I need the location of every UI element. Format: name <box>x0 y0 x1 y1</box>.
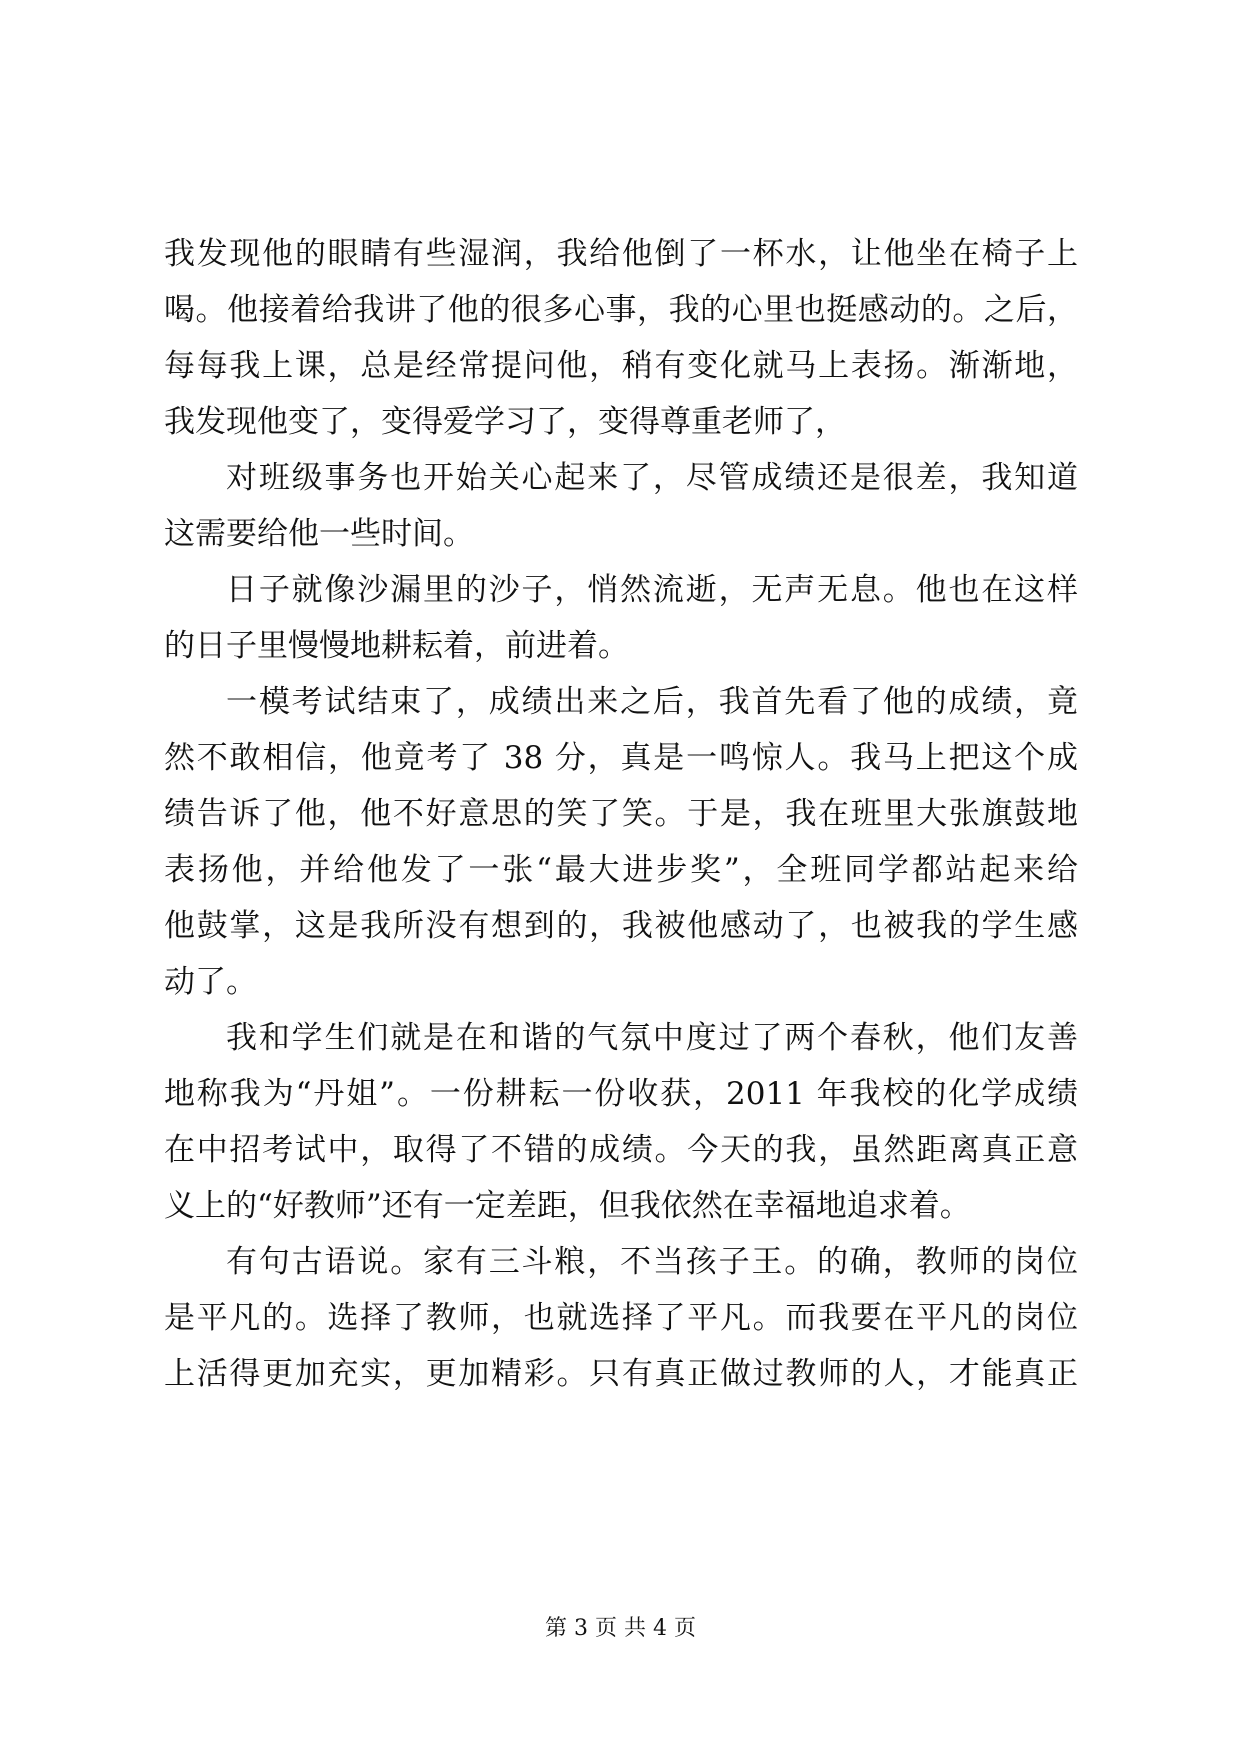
text-line: 一模考试结束了，成绩出来之后，我首先看了他的成绩，竟 <box>226 684 1078 720</box>
paragraph-5 <box>164 1010 1078 1234</box>
paragraph-4 <box>164 674 1078 1010</box>
body-text <box>164 226 1078 1402</box>
text-line: 每每我上课，总是经常提问他，稍有变化就马上表扬。渐渐地， <box>164 348 1078 384</box>
text-line: 绩告诉了他，他不好意思的笑了笑。于是，我在班里大张旗鼓地 <box>164 796 1078 832</box>
paragraph-2 <box>164 450 1078 562</box>
text-line: 然不敢相信，他竟考了 38 分，真是一鸣惊人。我马上把这个成 <box>164 740 1078 776</box>
page-number-footer: 第 3 页 共 4 页 <box>545 1616 696 1641</box>
text-line: 我发现他变了，变得爱学习了，变得尊重老师了， <box>164 404 846 440</box>
text-line: 这需要给他一些时间。 <box>164 516 474 552</box>
text-line: 日子就像沙漏里的沙子，悄然流逝，无声无息。他也在这样 <box>226 572 1078 608</box>
text-line: 地称我为“丹姐”。一份耕耘一份收获，2011 年我校的化学成绩 <box>164 1076 1078 1112</box>
text-line: 喝。他接着给我讲了他的很多心事，我的心里也挺感动的。之后， <box>164 292 1078 328</box>
paragraph-3 <box>164 562 1078 674</box>
text-line: 动了。 <box>164 964 257 1000</box>
paragraph-1 <box>164 226 1078 450</box>
text-line: 有句古语说。家有三斗粮，不当孩子王。的确，教师的岗位 <box>226 1244 1078 1280</box>
text-line: 表扬他，并给他发了一张“最大进步奖”，全班同学都站起来给 <box>164 852 1078 888</box>
text-line: 上活得更加充实，更加精彩。只有真正做过教师的人，才能真正 <box>164 1356 1078 1392</box>
text-line: 我发现他的眼睛有些湿润，我给他倒了一杯水，让他坐在椅子上 <box>164 236 1078 272</box>
text-line: 义上的“好教师”还有一定差距，但我依然在幸福地追求着。 <box>164 1188 971 1224</box>
text-line: 他鼓掌，这是我所没有想到的，我被他感动了，也被我的学生感 <box>164 908 1078 944</box>
text-line: 我和学生们就是在和谐的气氛中度过了两个春秋，他们友善 <box>226 1020 1078 1056</box>
text-line: 的日子里慢慢地耕耘着，前进着。 <box>164 628 629 664</box>
text-line: 在中招考试中，取得了不错的成绩。今天的我，虽然距离真正意 <box>164 1132 1078 1168</box>
paragraph-6 <box>164 1234 1078 1402</box>
text-line: 是平凡的。选择了教师，也就选择了平凡。而我要在平凡的岗位 <box>164 1300 1078 1336</box>
text-line: 对班级事务也开始关心起来了，尽管成绩还是很差，我知道 <box>226 460 1078 496</box>
